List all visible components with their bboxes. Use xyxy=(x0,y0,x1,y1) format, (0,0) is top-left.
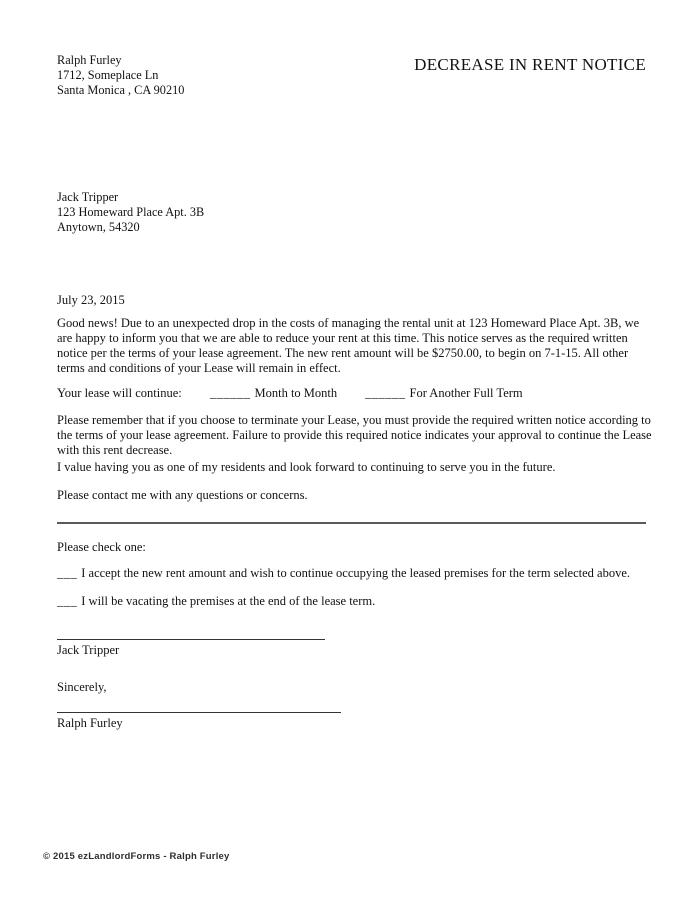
tenant-signature-line[interactable] xyxy=(57,639,325,640)
vacate-check-blank-field[interactable]: ___ xyxy=(57,594,78,608)
recipient-address-line1: 123 Homeward Place Apt. 3B xyxy=(57,205,205,220)
lease-continue-row xyxy=(57,386,652,402)
reminder-paragraph: Please remember that if you choose to terminate your Lease, you must provide the required written notice according to the terms of your lease agreement. Failure to provide this required notice indicates your approval to continue the Lease with this rent decrease. xyxy=(57,413,652,457)
recipient-name: Jack Tripper xyxy=(57,190,119,204)
sender-address-block xyxy=(57,53,184,99)
sender-address-line1: 1712, Someplace Ln xyxy=(57,68,159,83)
closing-line: Sincerely, xyxy=(57,680,107,694)
recipient-address-line2: Anytown, 54320 xyxy=(57,220,140,235)
recipient-address-block xyxy=(57,190,204,236)
document-title: DECREASE IN RENT NOTICE xyxy=(414,55,646,74)
check-one-label: Please check one: xyxy=(57,540,146,554)
sender-name: Ralph Furley xyxy=(57,53,122,67)
landlord-signature-line[interactable] xyxy=(57,712,341,713)
check-option-vacate xyxy=(57,594,657,609)
month-to-month-label: Month to Month xyxy=(254,386,338,400)
accept-option-text: I accept the new rent amount and wish to continue occupying the leased premises for the term selected above. xyxy=(81,566,631,580)
month-to-month-blank-field[interactable]: ______ xyxy=(210,386,251,400)
accept-check-blank-field[interactable]: ___ xyxy=(57,566,78,580)
lease-option-month-to-month xyxy=(210,386,337,401)
full-term-label: For Another Full Term xyxy=(409,386,523,400)
date-line: July 23, 2015 xyxy=(57,293,125,307)
footer-copyright: © 2015 ezLandlordForms - Ralph Furley xyxy=(43,851,230,862)
lease-option-full-term xyxy=(365,386,523,401)
tenant-signature-name: Jack Tripper xyxy=(57,643,120,657)
lease-continue-label: Your lease will continue: xyxy=(57,386,182,400)
check-option-accept xyxy=(57,566,657,581)
landlord-signature-name: Ralph Furley xyxy=(57,716,123,730)
intro-paragraph: Good news! Due to an unexpected drop in the costs of managing the rental unit at 123 Homeward Place Apt. 3B, we are happy to inform you that we are able to reduce your rent at this time. This notice serves as the required written notice per the terms of your lease agreement. The new rent amount will be $2750.00, to begin on 7-1-15. All other terms and conditions of your Lease will remain in effect. xyxy=(57,316,640,375)
vacate-option-text: I will be vacating the premises at the end of the lease term. xyxy=(81,594,376,608)
full-term-blank-field[interactable]: ______ xyxy=(365,386,406,400)
sender-address-line2: Santa Monica , CA 90210 xyxy=(57,83,185,98)
section-divider-line xyxy=(57,522,646,524)
contact-line: Please contact me with any questions or concerns. xyxy=(57,488,308,502)
value-line: I value having you as one of my residents and look forward to continuing to serve you in the future. xyxy=(57,460,556,474)
